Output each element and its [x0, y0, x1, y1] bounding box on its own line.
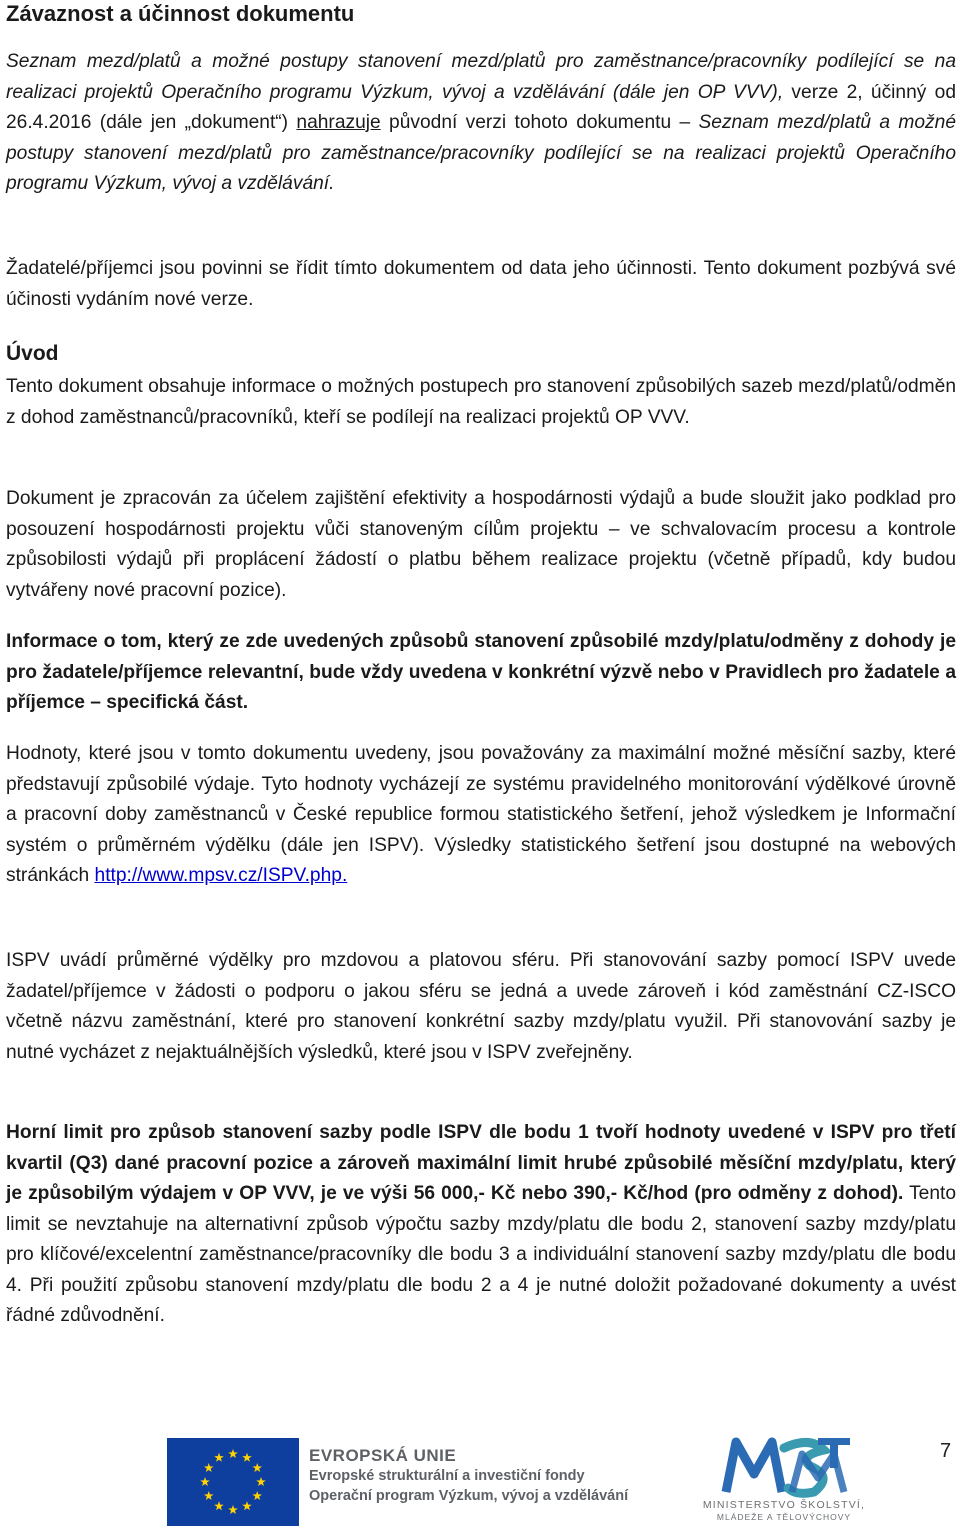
limit-bold-text: Horní limit pro způsob stanovení sazby podle ISPV dle bodu 1 tvoří hodnoty uvedené v ISPV pro třetí kvartil (Q3) dané pracovní pozice a zároveň maximální limit hrubé způsobilé měsíční mzdy/platu, který je způsobilým výdajem v OP VVV, je ve výši 56 000,- Kč nebo 390,- Kč/hod (pro odměny z dohod). — [6, 1122, 956, 1204]
ispv-link[interactable]: http://www.mpsv.cz/ISPV.php. — [94, 865, 348, 886]
intro-paragraph: Tento dokument obsahuje informace o možných postupech pro stanovení způsobilých sazeb mezd/platů/odměn z dohod zaměstnanců/pracovníků, kteří se podílejí na realizaci projektů OP VVV. — [6, 376, 956, 428]
footer — [0, 1418, 960, 1537]
document-name-italic-2: Seznam mezd/platů a možné postupy stanovení mezd/platů pro zaměstnance/pracovníky podílející se na realizaci projektů Operačního programu Výzkum, vývoj a vzdělávání. — [6, 112, 957, 194]
page-number: 7 — [940, 1440, 952, 1462]
ministry-line-1: MINISTERSTVO ŠKOLSTVÍ, — [702, 1499, 866, 1511]
replaces-underlined: nahrazuje — [296, 112, 381, 133]
ministry-line-2: MLÁDEŽE A TĚLOVÝCHOVY — [716, 1512, 852, 1522]
version-text: verze 2, účinný od 26.4.2016 (dále jen „dokument“) — [6, 81, 956, 133]
ministry-text-block — [684, 1498, 884, 1523]
original-version-text: původní verzi tohoto dokumentu – — [380, 112, 699, 133]
eu-text-block — [309, 1446, 628, 1506]
values-paragraph — [6, 739, 956, 892]
applicants-paragraph: Žadatelé/příjemci jsou povinni se řídit tímto dokumentem od data jeho účinnosti. Tento dokument pozbývá své účinosti vydáním nové verze. — [6, 258, 956, 310]
section-title: Závaznost a účinnost dokumentu — [6, 1, 355, 26]
limit-paragraph — [6, 1118, 956, 1332]
limit-rest-text: Tento limit se nevztahuje na alternativní způsob výpočtu sazby mzdy/platu dle bodu 2, stanovení sazby mzdy/platu pro klíčové/excelentní zaměstnance/pracovníky dle bodu 3 a individuální stanovení sazby mzdy/platu dle bodu 4. Při použití způsobu stanovení mzdy/platu dle bodu 2 a 4 je nutné doložit požadované dokumenty a uvést řádné zdůvodnění. — [6, 1183, 957, 1326]
values-text: Hodnoty, které jsou v tomto dokumentu uvedeny, jsou považovány za maximální možné měsíční sazby, které představují způsobilé výdaje. Tyto hodnoty vycházejí ze systému pravidelného monitorování výdělkové úrovně a pracovní doby zaměstnanců v České republice formou statistického šetření, jehož výsledkem je Informační systém o průměrném výdělku (dále jen ISPV). Výsledky statistického šetření jsou dostupné na webových stránkách — [6, 743, 956, 886]
purpose-paragraph: Dokument je zpracován za účelem zajištění efektivity a hospodárnosti výdajů a bude sloužit jako podklad pro posouzení hospodárnosti projektu vůči stanoveným cílům projektu – ve schvalovacím procesu a kontrole způsobilosti výdajů při proplácení žádostí o platbu během realizace projektu (včetně případů, kdy budou vytvářeny nové pracovní pozice). — [6, 488, 956, 601]
eu-flag-icon — [167, 1438, 299, 1526]
effectivity-paragraph — [6, 47, 956, 200]
eu-program-label: Operační program Výzkum, vývoj a vzdělávání — [309, 1488, 629, 1504]
relevance-paragraph: Informace o tom, který ze zde uvedených způsobů stanovení způsobilé mzdy/platu/odměny z dohody je pro žadatele/příjemce relevantní, bude vždy uvedena v konkrétní výzvě nebo v Pravidlech pro žadatele a příjemce – specifická část. — [6, 631, 956, 713]
document-name-italic: Seznam mezd/platů a možné postupy stanovení mezd/platů pro zaměstnance/pracovníky podílející se na realizaci projektů Operačního programu Výzkum, vývoj a vzdělávání (dále jen OP VVV), — [6, 51, 956, 103]
ispv-paragraph: ISPV uvádí průměrné výdělky pro mzdovou a platovou sféru. Při stanovování sazby pomocí ISPV uvede žadatel/příjemce v žádosti o podporu o jakou sféru se jedná a uvede zároveň i kód zaměstnání CZ-ISCO včetně názvu zaměstnání, které pro stanovení konkrétní sazby mzdy/platu využil. Při stanovování sazby je nutné vycházet z nejaktuálnějších výsledků, které jsou v ISPV zveřejněny. — [6, 950, 956, 1063]
eu-title: EVROPSKÁ UNIE — [309, 1446, 457, 1465]
eu-fund-label: Evropské strukturální a investiční fondy — [309, 1468, 585, 1484]
intro-title: Úvod — [6, 342, 59, 365]
